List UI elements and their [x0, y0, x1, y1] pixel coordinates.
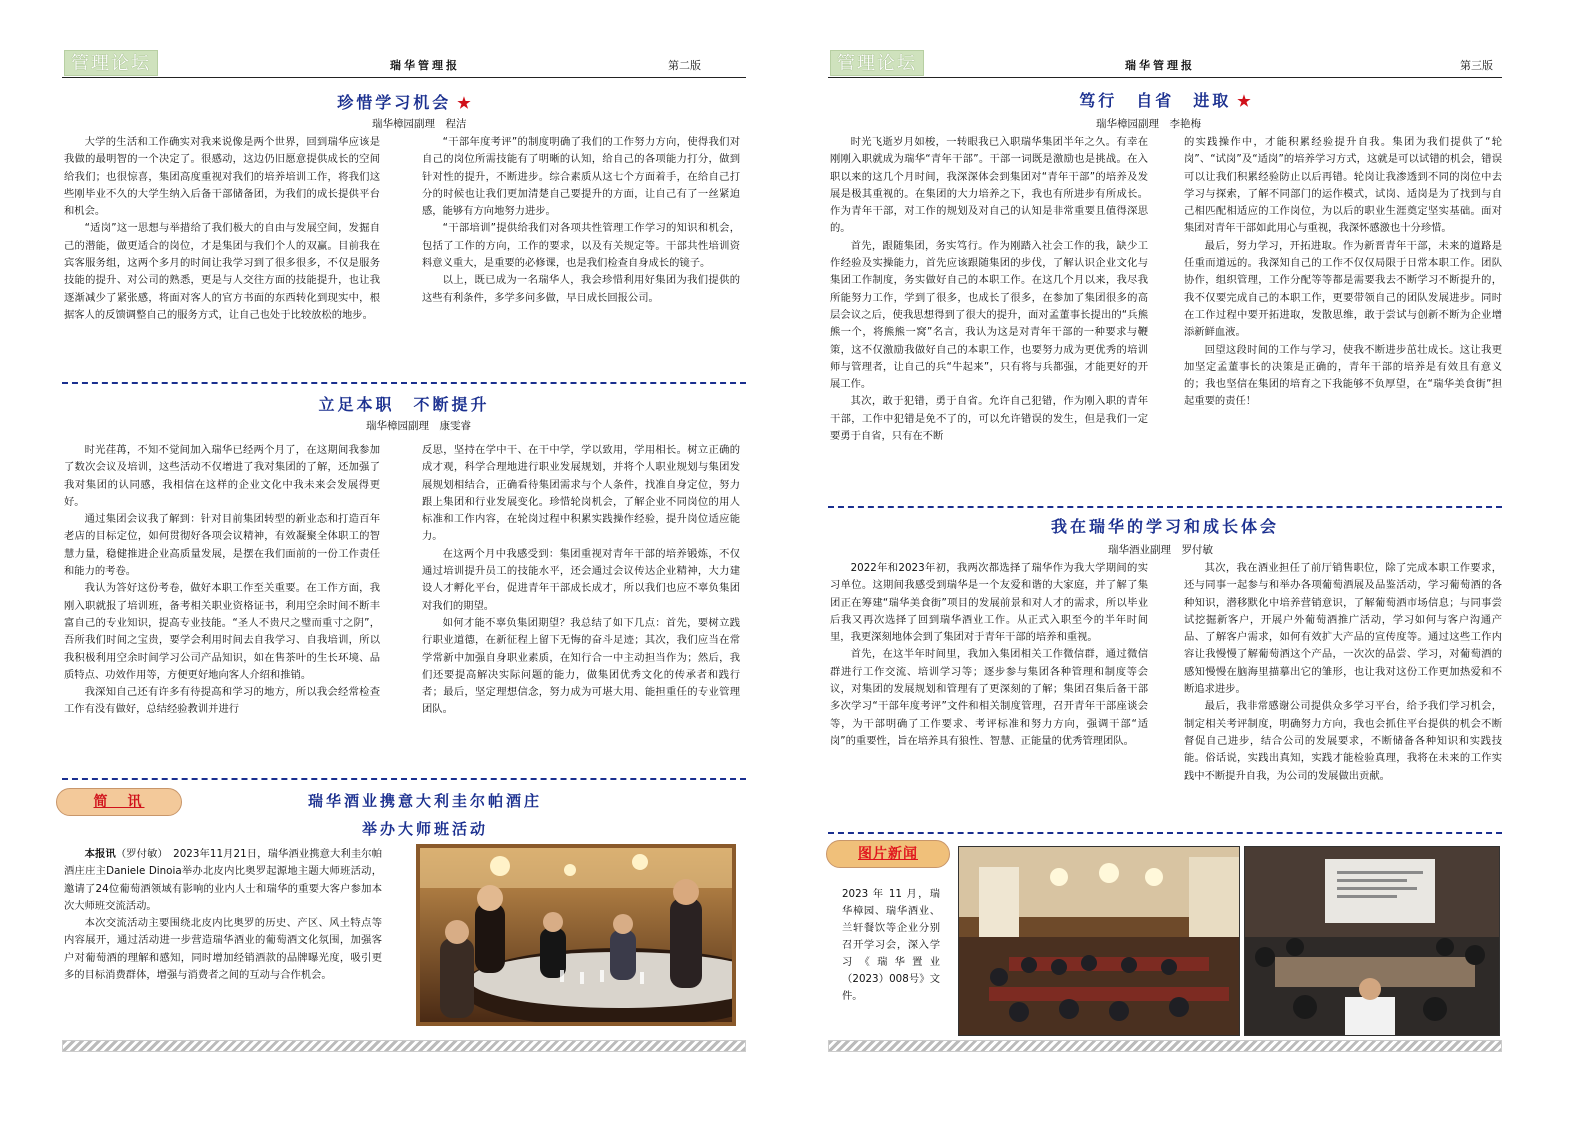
news-title-line2: 举办大师班活动 — [361, 820, 488, 838]
paragraph: 时光飞逝岁月如梭，一转眼我已入职瑞华集团半年之久。有幸在刚刚入职就成为瑞华“青年干部”。干部一词既是激励也是挑战。在入职以来的这几个月时间，我深深体会到集团对“青年干部”的培养及发展是极其重视的。在集团的大力培养之下，我也有所进步有所成长。作为青年干部，对工作的规划及对自己的认知是非常重要且值得深思的。 — [830, 136, 1148, 235]
paragraph: 其次，敢于犯错，勇于自省。允许自己犯错，作为刚入职的青年干部，工作中犯错是免不了的，可以允许错误的发生，但是我们一定要勇于自省，只有在不断 — [830, 395, 1148, 443]
paragraph: 首先，跟随集团，务实笃行。作为刚踏入社会工作的我，缺少工作经验及实操能力，首先应该跟随集团的步伐，了解认识企业文化与集团工作制度，务实做好自己的本职工作。在这几个月以来，我尽我所能努力工作，学到了很多，也成长了很多，在参加了集团很多的高层会议之后，使我思想得到了很大的提升，面对孟董事长提出的“兵熊熊一个，将熊熊一窝”名言，我认为这是对青年干部的一种要求与鞭策，这不仅激励我做好自己的本职工作，也要努力成为更优秀的培训师与管理者，让自己的兵“牛起来”，只有将与兵都强，才能更好的开展工作。 — [830, 239, 1148, 391]
section-divider — [62, 382, 746, 384]
article-column — [422, 134, 740, 376]
study-meeting-photo-1 — [958, 846, 1240, 1036]
article-column — [1184, 560, 1502, 826]
article-column — [64, 134, 380, 376]
paragraph: 通过集团会议我了解到：针对目前集团转型的新业态和打造百年老店的目标定位，如何贯彻好各项会议精神，有效凝聚全体职工的智慧力量，稳健推进企业高质量发展，是摆在我们面前的一份工作责任和能力的考卷。 — [64, 513, 380, 578]
article-column — [64, 442, 380, 772]
photo-news-tag: 图片新闻 — [826, 840, 950, 868]
section-divider — [62, 778, 746, 780]
star-icon: ★ — [457, 94, 471, 112]
photo-news-caption — [842, 886, 940, 1026]
section-divider — [828, 832, 1502, 834]
footer-band — [828, 1040, 1502, 1052]
paragraph: 2022年和2023年初，我两次都选择了瑞华作为我大学期间的实习单位。这期间我感受到瑞华是一个友爱和谐的大家庭，并了解了集团正在筹建“瑞华美食街”项目的发展前景和对人才的需求，所以毕业后我又再次选择了回到瑞华酒业工作。从正式入职至今的半年时间里，我更深刻地体会到了集团对于青年干部的培养和重视。 — [830, 562, 1148, 644]
paragraph: 本报讯（罗付敏） 2023年11月21日，瑞华酒业携意大利圭尔帕酒庄庄主Daniele Dinoia举办北皮内比奥罗起源地主题大师班活动，邀请了24位葡萄酒领域有影响的业内人士和瑞华的重要大客户参加本次大师班交流活动。 — [64, 848, 382, 912]
article-byline: 瑞华樟园副理 李艳梅 — [1096, 118, 1201, 130]
header-rule — [62, 77, 746, 78]
paragraph: 以上，既已成为一名瑞华人，我会珍惜利用好集团为我们提供的这些有利条件，多学多问多做，早日成长回报公司。 — [422, 274, 740, 304]
article-column — [830, 560, 1148, 826]
paragraph: “干部培训”提供给我们对各项共性管理工作学习的知识和机会，包括了工作的方向，工作的要求，以及有关规定等。干部共性培训资料意义重大，是重要的必修课，也是我们检查自身成长的镜子。 — [422, 222, 740, 270]
star-icon: ★ — [1237, 92, 1251, 110]
paragraph: 2023 年 11 月，瑞华樟园、瑞华酒业、兰轩餐饮等企业分别召开学习会，深入学习《瑞华置业（2023）008号》文件。 — [842, 888, 940, 1002]
paragraph: 首先，在这半年时间里，我加入集团相关工作微信群，通过微信群进行工作交流、培训学习等；逐步参与集团各种管理和制度等会议，对集团的发展规划和管理有了更深刻的了解；集团召集后备干部多次学习“干部年度考评”文件和相关制度管理，召开青年干部座谈会等，为干部明确了工作要求、考评标准和努力方向，强调干部“适岗”的重要性，旨在培养具有狼性、智慧、正能量的优秀管理团队。 — [830, 648, 1148, 747]
right-page — [820, 0, 1587, 1123]
edition-label: 第二版 — [668, 59, 701, 72]
header-rule — [828, 77, 1502, 78]
paper-name: 瑞华管理报 — [390, 59, 460, 72]
article-title: 立足本职 不断提升 — [318, 395, 490, 414]
section-divider — [828, 506, 1502, 508]
section-badge: 管理论坛 — [830, 50, 924, 76]
paragraph: 本次交流活动主要围绕北皮内比奥罗的历史、产区、风土特点等内容展开，通过活动进一步营造瑞华酒业的葡萄酒文化氛围，加强客户对葡萄酒的理解和感知，同时增加经销酒款的品牌曝光度，吸引更多的目标消费群体，增强与消费者之间的互动与合作机会。 — [64, 917, 382, 982]
paragraph: 最后，努力学习，开拓进取。作为新晋青年干部，未来的道路是任重而道远的。我深知自己的工作不仅仅局限于日常本职工作。团队协作，组织管理，工作分配等等都是需要我去不断学习不断提升的，我不仅要完成自己的本职工作，更要带领自己的团队发展进步。同时在工作过程中要开拓进取，发散思维，敢于尝试与创新不断为企业增添新鲜血液。 — [1184, 239, 1502, 339]
paragraph: 如何才能不辜负集团期望？我总结了如下几点：首先，要树立践行职业道德，在新征程上留下无悔的奋斗足迹；其次，我们应当在常学常新中加强自身职业素质，在知行合一中主动担当作为；然后，我们还要提高解决实际问题的能力，做集团优秀文化的传承者和践行者；最后，坚定理想信念，努力成为可堪大用、能担重任的专业管理团队。 — [422, 616, 740, 716]
article-byline: 瑞华酒业副理 罗付敏 — [1108, 544, 1213, 556]
article-byline: 瑞华樟园副理 程洁 — [372, 118, 467, 130]
news-tag: 简 讯 — [56, 788, 182, 816]
paragraph: 其次，我在酒业担任了前厅销售职位，除了完成本职工作要求，还与同事一起参与和举办各项葡萄酒展及品鉴活动，学习葡萄酒的各种知识，潜移默化中培养营销意识，了解葡萄酒市场信息；与同事尝试挖掘新客户，开展户外葡萄酒推广活动，学习如何与客户沟通产品、了解客户需求，如何有效扩大产品的宣传度等。通过这些工作内容让我慢慢了解葡萄酒这个产品，一次次的品尝、学习，对葡萄酒的感知慢慢在脑海里描摹出它的雏形，也让我对这份工作更加热爱和不断追求进步。 — [1184, 562, 1502, 696]
paragraph: 的实践操作中，才能积累经验提升自我。集团为我们提供了“轮岗”、“试岗”及“适岗”的培养学习方式，这就是可以试错的机会，错误可以让我们积累经验防止以后再错。轮岗让我渗透到不同的岗位中去学习与探索，了解不同部门的运作模式，试岗、适岗是为了找到与自己相匹配相适应的工作岗位，为以后的职业生涯奠定坚实基础。面对集团对青年干部如此用心与重视，我深怀感激也十分珍惜。 — [1184, 136, 1502, 235]
paragraph: 我深知自己还有许多有待提高和学习的地方，所以我会经常检查工作有没有做好，总结经验教训并进行 — [64, 686, 380, 716]
study-meeting-photo-2 — [1244, 846, 1500, 1036]
paragraph: “适岗”这一思想与举措给了我们极大的自由与发展空间，发掘自己的潜能，做更适合的岗位，才是集团与我们个人的双赢。目前我在宾客服务组，这两个多月的时间让我学习到了很多很多，不仅是服务技能的提升、对公司的熟悉，更是与人交往方面的技能提升，也让我逐渐减少了紧张感，将面对客人的官方书面的东西转化到现实中，根据客人的反馈调整自己的服务方式，让自己也处于比较放松的地步。 — [64, 222, 380, 321]
news-body — [64, 846, 382, 1022]
edition-label: 第三版 — [1460, 59, 1493, 72]
news-title-line1: 瑞华酒业携意大利圭尔帕酒庄 — [307, 792, 542, 810]
paragraph: 大学的生活和工作确实对我来说像是两个世界，回到瑞华应该是我做的最明智的一个决定了。很感动，这边仍旧愿意提供成长的空间给我们；也很惊喜，集团高度重视对我们的培养培训工作，将我们这些刚毕业不久的大学生纳入后备干部储备团，为我们的成长提供平台和机会。 — [64, 136, 380, 218]
footer-band — [62, 1040, 746, 1052]
paper-name: 瑞华管理报 — [1125, 59, 1195, 72]
paragraph: “干部年度考评”的制度明确了我们的工作努力方向，使得我们对自己的岗位所需技能有了明晰的认知，给自己的各项能力打分，做到针对性的提升，不断进步。综合素质从这七个方面着手，在给自己打分的时候也让我们更加清楚自己要提升的方面，让自己有了一丝紧迫感，能够有方向地努力进步。 — [422, 136, 740, 218]
article-column — [422, 442, 740, 772]
article-title: 我在瑞华的学习和成长体会 — [1050, 517, 1279, 536]
section-badge: 管理论坛 — [64, 50, 158, 76]
article-column — [830, 134, 1148, 502]
article-title: 珍惜学习机会 ★ — [337, 93, 471, 112]
wine-masterclass-photo — [416, 844, 736, 1026]
paragraph: 我认为答好这份考卷，做好本职工作至关重要。在工作方面，我刚入职就报了培训班，备考相关职业资格证书，利用空余时间不断丰富自己的专业知识，提高专业技能。“圣人不贵尺之璧而重寸之阴”，吾所我们时间之宝贵，要学会利用时间去自我学习、自我培训，所以我积极利用空余时间学习公司产品知识，如在售茶叶的生长环境、品质特点、功效作用等，方便更好地向客人介绍和推销。 — [64, 582, 380, 681]
paragraph: 时光荏苒，不知不觉间加入瑞华已经两个月了，在这期间我参加了数次会议及培训，这些活动不仅增进了我对集团的了解，还加强了我对集团的认同感，我相信在这样的企业文化中我未来会发展得更好。 — [64, 444, 380, 508]
paragraph: 反思，坚持在学中干、在干中学，学以致用，学用相长。树立正确的成才观，科学合理地进行职业发展规划，并将个人职业规划与集团发展规划相结合，正确看待集团需求与个人条件，找准自身定位，努力跟上集团和行业发展变化。珍惜轮岗机会，了解企业不同岗位的用人标准和工作内容，在轮岗过程中积累实践操作经验，提升岗位适应能力。 — [422, 444, 740, 543]
news-lead: 本报讯 — [84, 848, 116, 860]
paragraph: 最后，我非常感谢公司提供众多学习平台，给予我们学习机会，制定相关考评制度，明确努力方向，我也会抓住平台提供的机会不断督促自己进步，结合公司的发展要求，不断储备各种知识和实践技能。俗话说，实践出真知，实践才能检验真理，我将在未来的工作实践中不断提升自我，为公司的发展做出贡献。 — [1184, 700, 1502, 782]
article-column — [1184, 134, 1502, 484]
paragraph: 在这两个月中我感受到：集团重视对青年干部的培养锻炼，不仅通过培训提升员工的技能水平，还会通过会议传达企业精神，大力建设人才孵化平台，促进青年干部成长成才，所以我们也应不辜负集团对我们的期望。 — [422, 547, 740, 612]
left-page — [0, 0, 790, 1123]
paragraph: 回望这段时间的工作与学习，使我不断进步茁壮成长。这让我更加坚定孟董事长的决策是正确的，青年干部的培养是有效且有意义的；我也坚信在集团的培育之下我能够不负厚望，在“瑞华美食街”担起重要的责任！ — [1184, 343, 1502, 408]
article-byline: 瑞华樟园副理 康雯睿 — [366, 420, 471, 432]
article-title: 笃行 自省 进取 ★ — [1079, 91, 1251, 110]
